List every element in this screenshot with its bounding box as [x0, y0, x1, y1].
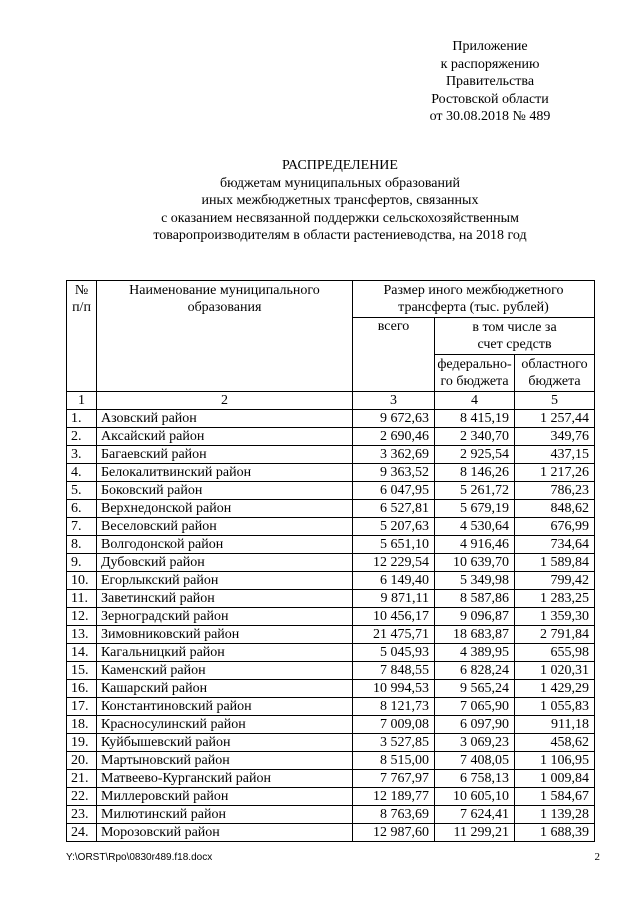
row-federal: 6 097,90 — [435, 716, 515, 734]
table-row — [67, 410, 595, 428]
row-name: Веселовский район — [97, 518, 353, 536]
row-name: Багаевский район — [97, 446, 353, 464]
row-regional: 1 584,67 — [515, 788, 595, 806]
row-number: 22. — [67, 788, 97, 806]
row-regional: 734,64 — [515, 536, 595, 554]
row-federal: 7 408,05 — [435, 752, 515, 770]
row-total: 3 362,69 — [353, 446, 435, 464]
appendix-line: от 30.08.2018 № 489 — [429, 109, 551, 124]
row-number: 16. — [67, 680, 97, 698]
header-name: Наименование муниципального образования — [97, 281, 353, 392]
table-row — [67, 608, 595, 626]
row-number: 21. — [67, 770, 97, 788]
row-total: 7 848,55 — [353, 662, 435, 680]
table-row — [67, 770, 595, 788]
row-name: Волгодонской район — [97, 536, 353, 554]
table-row — [67, 662, 595, 680]
colnum: 3 — [353, 392, 435, 410]
row-name: Мартыновский район — [97, 752, 353, 770]
table-row — [67, 644, 595, 662]
row-federal: 3 069,23 — [435, 734, 515, 752]
row-total: 7 009,08 — [353, 716, 435, 734]
row-name: Дубовский район — [97, 554, 353, 572]
title-line: бюджетам муниципальных образований — [220, 175, 460, 191]
row-name: Морозовский район — [97, 824, 353, 842]
row-total: 8 121,73 — [353, 698, 435, 716]
row-total: 12 229,54 — [353, 554, 435, 572]
table-header — [67, 281, 595, 410]
row-federal: 2 925,54 — [435, 446, 515, 464]
row-regional: 1 020,31 — [515, 662, 595, 680]
table-row — [67, 554, 595, 572]
row-federal: 6 758,13 — [435, 770, 515, 788]
row-federal: 8 415,19 — [435, 410, 515, 428]
row-total: 6 527,81 — [353, 500, 435, 518]
row-name: Матвеево-Курганский район — [97, 770, 353, 788]
table-row — [67, 788, 595, 806]
row-regional: 848,62 — [515, 500, 595, 518]
row-total: 8 515,00 — [353, 752, 435, 770]
row-name: Константиновский район — [97, 698, 353, 716]
row-regional: 349,76 — [515, 428, 595, 446]
row-federal: 4 916,46 — [435, 536, 515, 554]
title-heading: РАСПРЕДЕЛЕНИЕ — [282, 158, 398, 173]
table-row — [67, 734, 595, 752]
row-federal: 5 261,72 — [435, 482, 515, 500]
row-number: 15. — [67, 662, 97, 680]
row-number: 3. — [67, 446, 97, 464]
row-federal: 6 828,24 — [435, 662, 515, 680]
colnum: 4 — [435, 392, 515, 410]
header-total: всего — [353, 318, 435, 392]
row-name: Красносулинский район — [97, 716, 353, 734]
header-size: Размер иного межбюджетного трансферта (тыс. рублей) — [353, 281, 595, 318]
row-regional: 676,99 — [515, 518, 595, 536]
row-name: Милютинский район — [97, 806, 353, 824]
row-number: 11. — [67, 590, 97, 608]
row-name: Боковский район — [97, 482, 353, 500]
row-regional: 1 429,29 — [515, 680, 595, 698]
table-row — [67, 752, 595, 770]
table-row — [67, 698, 595, 716]
table-row — [67, 590, 595, 608]
row-number: 2. — [67, 428, 97, 446]
row-name: Каменский район — [97, 662, 353, 680]
row-number: 23. — [67, 806, 97, 824]
row-federal: 4 530,64 — [435, 518, 515, 536]
row-regional: 1 139,28 — [515, 806, 595, 824]
row-name: Азовский район — [97, 410, 353, 428]
header-federal: федерально-го бюджета — [435, 355, 515, 392]
header-including: в том числе за счет средств — [435, 318, 595, 355]
row-name: Верхнедонской район — [97, 500, 353, 518]
row-number: 10. — [67, 572, 97, 590]
header-num: № п/п — [67, 281, 97, 392]
header-regional: областного бюджета — [515, 355, 595, 392]
appendix-block — [410, 38, 570, 126]
row-total: 10 994,53 — [353, 680, 435, 698]
row-regional: 1 106,95 — [515, 752, 595, 770]
row-number: 7. — [67, 518, 97, 536]
row-federal: 8 587,86 — [435, 590, 515, 608]
row-federal: 4 389,95 — [435, 644, 515, 662]
row-federal: 8 146,26 — [435, 464, 515, 482]
row-total: 12 987,60 — [353, 824, 435, 842]
row-federal: 9 565,24 — [435, 680, 515, 698]
appendix-line: Ростовской области — [431, 91, 549, 107]
row-regional: 2 791,84 — [515, 626, 595, 644]
row-number: 20. — [67, 752, 97, 770]
row-name: Зерноградский район — [97, 608, 353, 626]
table-row — [67, 518, 595, 536]
table-row — [67, 446, 595, 464]
row-number: 18. — [67, 716, 97, 734]
row-total: 8 763,69 — [353, 806, 435, 824]
row-federal: 10 639,70 — [435, 554, 515, 572]
table-body — [67, 410, 595, 842]
row-total: 6 149,40 — [353, 572, 435, 590]
title-line: иных межбюджетных трансфертов, связанных — [201, 193, 479, 208]
row-total: 2 690,46 — [353, 428, 435, 446]
row-regional: 437,15 — [515, 446, 595, 464]
table-row — [67, 806, 595, 824]
row-federal: 11 299,21 — [435, 824, 515, 842]
row-regional: 458,62 — [515, 734, 595, 752]
row-regional: 1 688,39 — [515, 824, 595, 842]
row-total: 5 651,10 — [353, 536, 435, 554]
row-total: 3 527,85 — [353, 734, 435, 752]
row-regional: 655,98 — [515, 644, 595, 662]
row-number: 6. — [67, 500, 97, 518]
row-number: 9. — [67, 554, 97, 572]
appendix-line: Приложение — [452, 39, 528, 54]
document-title — [75, 157, 605, 245]
row-name: Кагальницкий район — [97, 644, 353, 662]
row-total: 12 189,77 — [353, 788, 435, 806]
row-regional: 1 257,44 — [515, 410, 595, 428]
row-regional: 1 283,25 — [515, 590, 595, 608]
table-row — [67, 500, 595, 518]
table-row — [67, 464, 595, 482]
row-total: 9 871,11 — [353, 590, 435, 608]
row-total: 7 767,97 — [353, 770, 435, 788]
row-number: 1. — [67, 410, 97, 428]
row-federal: 5 679,19 — [435, 500, 515, 518]
row-name: Зимовниковский район — [97, 626, 353, 644]
row-total: 21 475,71 — [353, 626, 435, 644]
table-row — [67, 824, 595, 842]
appendix-line: к распоряжению — [440, 56, 540, 72]
row-name: Егорлыкский район — [97, 572, 353, 590]
row-number: 19. — [67, 734, 97, 752]
row-regional: 1 589,84 — [515, 554, 595, 572]
colnum: 2 — [97, 392, 353, 410]
row-regional: 1 359,30 — [515, 608, 595, 626]
row-federal: 7 624,41 — [435, 806, 515, 824]
title-line: с оказанием несвязанной поддержки сельскохозяйственным — [161, 210, 519, 226]
row-regional: 799,42 — [515, 572, 595, 590]
row-regional: 1 217,26 — [515, 464, 595, 482]
row-number: 14. — [67, 644, 97, 662]
row-number: 17. — [67, 698, 97, 716]
table-row — [67, 716, 595, 734]
row-total: 9 672,63 — [353, 410, 435, 428]
row-number: 8. — [67, 536, 97, 554]
table-row — [67, 482, 595, 500]
appendix-line: Правительства — [445, 74, 535, 89]
row-number: 24. — [67, 824, 97, 842]
colnum: 1 — [67, 392, 97, 410]
row-number: 12. — [67, 608, 97, 626]
row-name: Белокалитвинский район — [97, 464, 353, 482]
file-path: Y:\ORST\Rpo\0830r489.f18.docx — [66, 852, 213, 863]
table-row — [67, 572, 595, 590]
row-number: 5. — [67, 482, 97, 500]
table-row — [67, 428, 595, 446]
row-federal: 7 065,90 — [435, 698, 515, 716]
table-row — [67, 626, 595, 644]
row-number: 13. — [67, 626, 97, 644]
row-regional: 1 009,84 — [515, 770, 595, 788]
row-name: Куйбышевский район — [97, 734, 353, 752]
page-number: 2 — [594, 851, 600, 863]
row-name: Миллеровский район — [97, 788, 353, 806]
row-federal: 5 349,98 — [435, 572, 515, 590]
row-regional: 1 055,83 — [515, 698, 595, 716]
row-federal: 2 340,70 — [435, 428, 515, 446]
distribution-table — [66, 280, 595, 842]
row-name: Заветинский район — [97, 590, 353, 608]
row-regional: 911,18 — [515, 716, 595, 734]
row-total: 6 047,95 — [353, 482, 435, 500]
row-name: Аксайский район — [97, 428, 353, 446]
row-regional: 786,23 — [515, 482, 595, 500]
row-name: Кашарский район — [97, 680, 353, 698]
row-total: 5 207,63 — [353, 518, 435, 536]
row-federal: 18 683,87 — [435, 626, 515, 644]
row-total: 10 456,17 — [353, 608, 435, 626]
row-federal: 9 096,87 — [435, 608, 515, 626]
title-line: товаропроизводителям в области растениеводства, на 2018 год — [153, 228, 527, 243]
row-total: 9 363,52 — [353, 464, 435, 482]
colnum: 5 — [515, 392, 595, 410]
table-row — [67, 680, 595, 698]
row-total: 5 045,93 — [353, 644, 435, 662]
row-federal: 10 605,10 — [435, 788, 515, 806]
table-row — [67, 536, 595, 554]
row-number: 4. — [67, 464, 97, 482]
